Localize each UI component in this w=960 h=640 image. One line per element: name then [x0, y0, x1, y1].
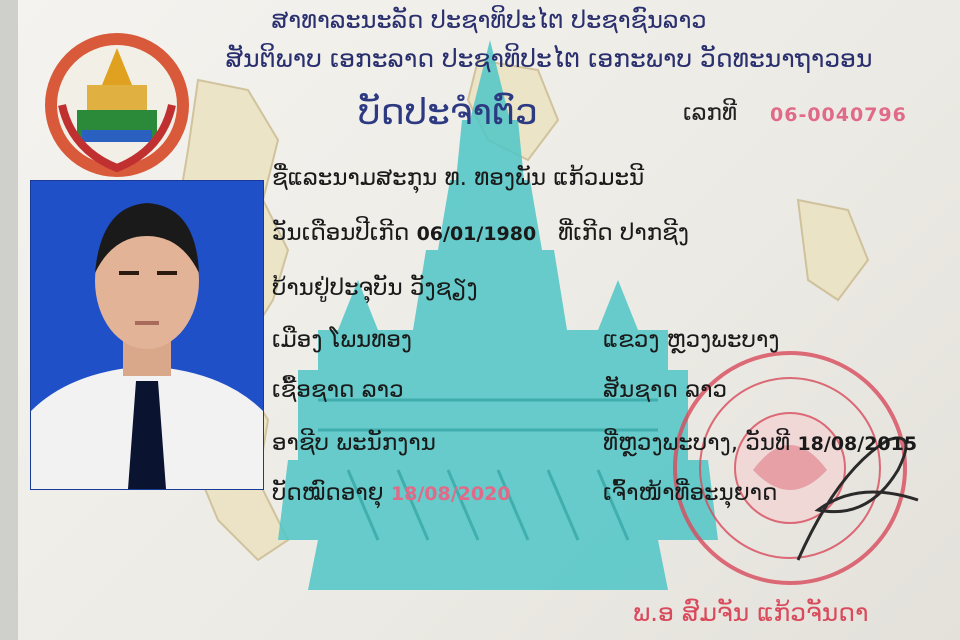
- race-value: ລາວ: [361, 377, 404, 403]
- district-value: ໂພນທອງ: [329, 327, 412, 353]
- race-row: [272, 377, 404, 403]
- header-line-2: ສັນຕິພາບ ເອກະລາດ ປະຊາທິປະໄຕ ເອກະພາບ ວັດທະນາຖາວອນ: [225, 44, 873, 73]
- dob-value: 06/01/1980: [416, 223, 537, 245]
- expiry-date: 18/08/2020: [390, 483, 511, 505]
- issue-row: [603, 430, 917, 456]
- header-line-1: ສາທາລະນະລັດ ປະຊາທິປະໄຕ ປະຊາຊົນລາວ: [271, 6, 707, 34]
- issued-at: ທີ່ຫຼວງພະບາງ, ວັນທີ: [603, 430, 791, 456]
- signatory-name: ພ.ອ ສົມຈັນ ແກ້ວຈັນດາ: [633, 598, 869, 627]
- district-label: ເມືອງ: [272, 327, 323, 353]
- official-label: ເຈົ້າໜ້າທີ່ອະນຸຍາດ: [603, 480, 778, 506]
- race-label: ເຊື້ອຊາດ: [272, 377, 355, 403]
- occupation-label: ອາຊີບ: [272, 430, 330, 456]
- id-card: [18, 0, 960, 640]
- province-value: ຫຼວງພະບາງ: [666, 327, 780, 353]
- name-value: ທ. ທອງພັນ ແກ້ວມະນີ: [444, 165, 645, 191]
- issued-date: 18/08/2015: [797, 433, 918, 455]
- district-row: [272, 327, 412, 353]
- portrait-photo: [30, 180, 264, 490]
- serial-number: 06-0040796: [770, 104, 907, 126]
- province-row: [603, 327, 779, 353]
- birthplace-label: ທີ່ເກີດ: [558, 220, 613, 246]
- name-label: ຊື່ແລະນາມສະກຸນ: [272, 165, 438, 191]
- serial-label: ເລກທີ: [683, 100, 738, 126]
- expiry-row: [272, 480, 511, 506]
- birthplace-value: ປາກຊີງ: [619, 220, 689, 246]
- village-value: ວັງຊຽງ: [409, 275, 478, 301]
- card-title: ບັດປະຈຳຕົວ: [358, 92, 538, 133]
- portrait-illustration: [31, 181, 263, 489]
- nationality-label: ສັນຊາດ: [603, 377, 678, 403]
- expiry-label: ບັດໝົດອາຍຸ: [272, 480, 384, 506]
- occupation-value: ພະນັກງານ: [336, 430, 436, 456]
- province-label: ແຂວງ: [603, 327, 660, 353]
- nationality-value: ລາວ: [685, 377, 728, 403]
- name-row: [272, 165, 644, 191]
- village-label: ບ້ານຢູ່ປະຈຸບັນ: [272, 275, 403, 301]
- nationality-row: [603, 377, 727, 403]
- village-row: [272, 275, 478, 301]
- dob-label: ວັນເດືອນປີເກີດ: [272, 220, 410, 246]
- dob-row: [272, 220, 689, 246]
- occupation-row: [272, 430, 436, 456]
